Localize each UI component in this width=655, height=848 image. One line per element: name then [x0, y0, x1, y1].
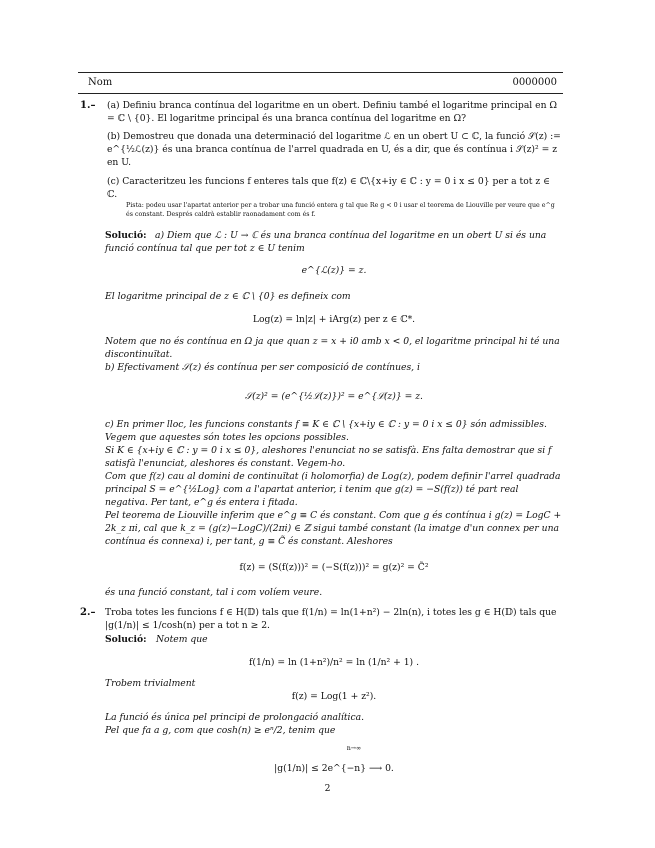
solution-1-p8: és una funció constant, tal i com volíem veure.	[105, 587, 323, 598]
solution-2-intro: Notem que	[156, 634, 208, 645]
header-bar	[78, 72, 563, 94]
solution-1-p4: c) En primer lloc, les funcions constants f ≡ K ∈ ℂ \ {x+iy ∈ ℂ : y = 0 i x ≤ 0} són admissibles. Vegem que aquestes són totes les opcions possibles.	[105, 419, 547, 443]
equation-3: 𝒮(z)² = (e^{½ℒ(z)})² = e^{ℒ(z)} = z.	[245, 391, 423, 402]
page-number: 2	[324, 783, 331, 794]
solution-2-label: Solució:	[105, 634, 147, 645]
equation-6: f(z) = Log(1 + z²).	[291, 691, 377, 702]
solution-1-p2: Notem que no és contínua en Ω ja que quan z = x + i0 amb x < 0, el logaritme principal hi té una discontinuïtat.	[105, 336, 560, 360]
solution-1-p6: Com que f(z) cau al domini de continuïtat (i holomorfia) de Log(z), podem definir l'arrel quadrada principal S = e^{½Log} com a l'apartat anterior, i tenim que g(z) = −S(f(z)) té part real negativa. Per tant, e^g és entera i fitada.	[105, 471, 561, 508]
problem-2-number: 2.–	[80, 607, 96, 618]
equation-1: e^{ℒ(z)} = z.	[301, 265, 367, 276]
equation-5: f(1/n) = ln (1+n²)/n² = ln (1/n² + 1) .	[248, 657, 419, 668]
problem-1-hint: Pista: podeu usar l'apartat anterior per a trobar una funció entera g tal que Re g < 0 i usar el teorema de Liouville per veure que e^g és constant. Després caldrà establir raonadament com és f.	[126, 202, 555, 218]
solution-1-p7: Pel teorema de Liouville inferim que e^g ≡ C és constant. Com que g és contínua i g(z) = LogC + 2k_z πi, cal que k_z = (g(z)−LogC)/(2πi) ∈ ℤ sigui també constant (la imatge d'un connex per una contínua és connexa) i, per tant, g ≡ C̃ és constant. Aleshores	[105, 510, 562, 547]
solution-1-p1: El logaritme principal de z ∈ ℂ \ {0} es defineix com	[105, 291, 351, 302]
equation-7-body: |g(1/n)| ≤ 2e^{−n} ⟶ 0.	[274, 763, 394, 774]
solution-2-p1: Trobem trivialment	[105, 678, 196, 689]
equation-2: Log(z) = ln|z| + iArg(z) per z ∈ ℂ*.	[252, 314, 416, 325]
solution-1-p5: Si K ∈ {x+iy ∈ ℂ : y = 0 i x ≤ 0}, aleshores l'enunciat no se satisfà. Ens falta demostrar que si f satisfà l'enunciat, aleshores és constant. Vegem-ho.	[105, 445, 552, 469]
problem-2-statement: Troba totes les funcions f ∈ H(𝔻) tals que f(1/n) = ln(1+n²) − 2ln(n), i totes les g ∈ H(𝔻) tals que |g(1/n)| ≤ 1/cosh(n) per a tot n ≥ 2.	[105, 607, 557, 631]
equation-4: f(z) = (S(f(z)))² = (−S(f(z)))² = g(z)² = C̃²	[239, 562, 429, 573]
solution-1-p3: b) Efectivament 𝒮(z) és contínua per ser composició de contínues, i	[105, 362, 420, 373]
problem-1-part-a: (a) Definiu branca contínua del logaritme en un obert. Definiu també el logaritme principal en Ω = ℂ \ {0}. El logaritme principal és una branca contínua del logaritme en Ω?	[107, 100, 558, 124]
problem-1-part-b: (b) Demostreu que donada una determinació del logaritme ℒ en un obert U ⊂ ℂ, la funció 𝒮(z) := e^{½ℒ(z)} és una branca contínua de l'arrel quadrada en U, és a dir, que és contínua i 𝒮(z)² = z en U.	[107, 131, 561, 168]
solution-2-p2: La funció és única pel principi de prolongació analítica.	[105, 712, 365, 723]
solution-2-p3: Pel que fa a g, com que cosh(n) ≥ eⁿ/2, tenim que	[105, 725, 336, 736]
name-label: Nom	[88, 77, 113, 88]
problem-1-part-c: (c) Caracteritzeu les funcions f enteres tals que f(z) ∈ ℂ\{x+iy ∈ ℂ : y = 0 i x ≤ 0} per a tot z ∈ ℂ.	[107, 176, 550, 200]
student-id: 0000000	[512, 77, 557, 88]
equation-7	[105, 745, 563, 775]
problem-1-number: 1.–	[80, 100, 96, 111]
equation-7-arrow-label: n→∞	[346, 745, 362, 752]
solution-1-a: a) Diem que ℒ : U → ℂ és una branca contínua del logaritme en un obert U si és una funció contínua tal que per tot z ∈ U tenim	[105, 230, 547, 254]
solution-1-label: Solució:	[105, 230, 147, 241]
